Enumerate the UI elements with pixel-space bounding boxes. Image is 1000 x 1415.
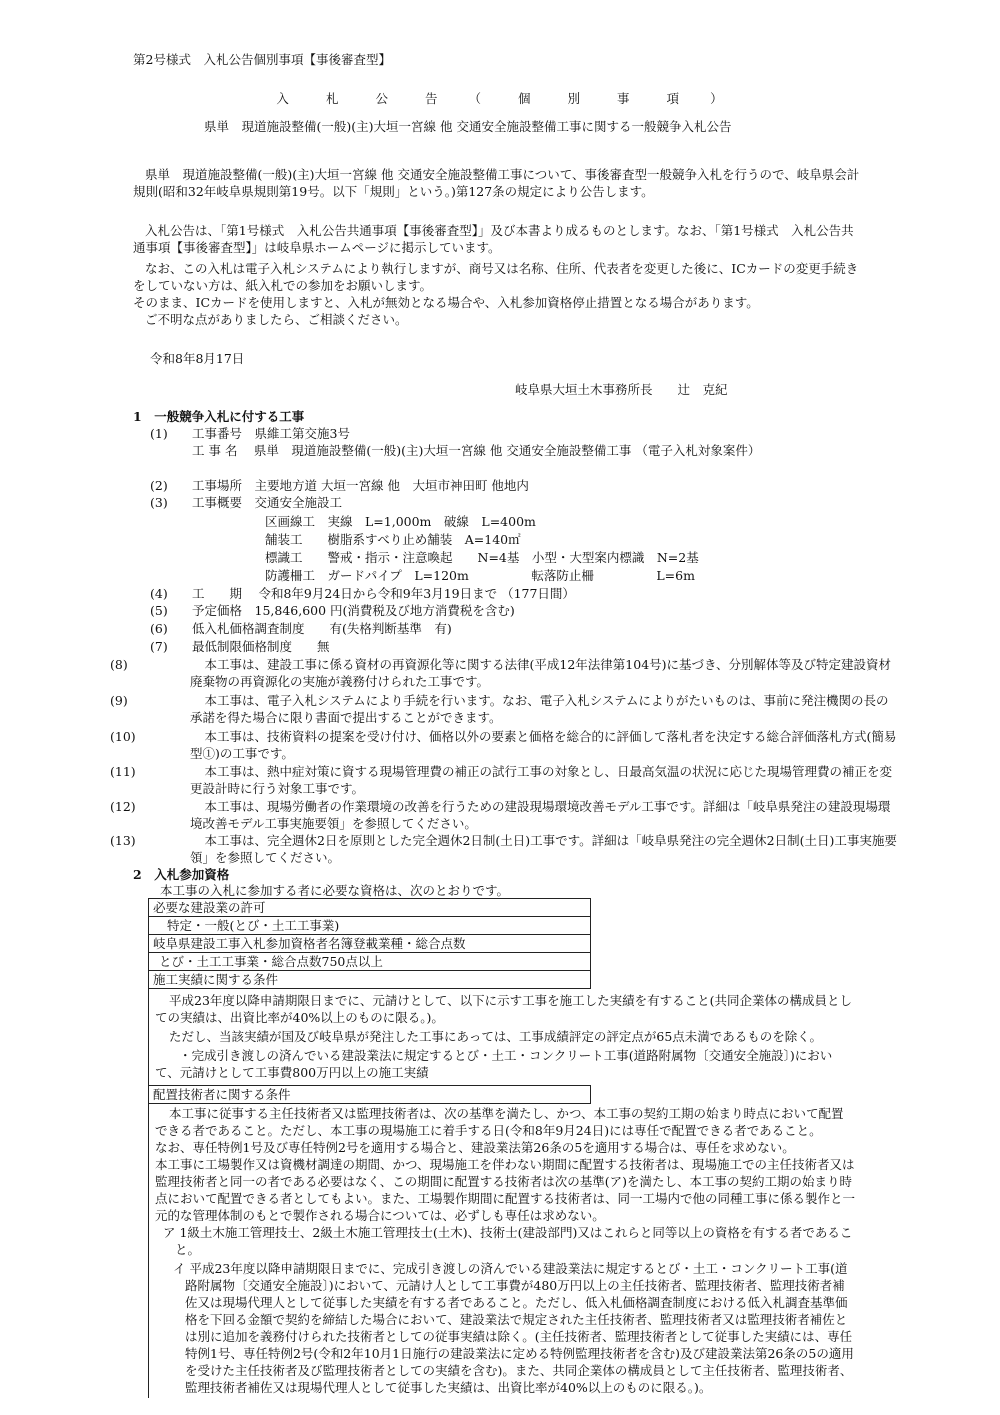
section-2-heading: 2 入札参加資格 xyxy=(133,867,230,882)
record-paragraph-1: 平成23年度以降申請期限日までに、元請けとして、以下に示す工事を施工した実績を有すること(共同企業体の構成員としての実績は、出資比率が40%以上のものに限る。)。 xyxy=(155,993,853,1025)
title-char: 個 xyxy=(518,91,532,106)
item-9: (9) 本工事は、電子入札システムにより手続を行います。なお、電子入札システムによりがたいものは、事前に発注機関の長の承諾を得た場合に限り書面で提出することができます。 xyxy=(110,693,889,725)
record-label: 施工実績に関する条件 xyxy=(148,970,591,989)
item-3: (3) 工事概要 交通安全施設工 xyxy=(150,495,343,510)
work-line-3: 標識工 警戒・指示・注意喚起 N=4基 小型・大型案内標識 N=2基 xyxy=(265,550,699,565)
work-line-2: 舗装工 樹脂系すべり止め舗装 A=140㎡ xyxy=(265,532,521,547)
intro-paragraph: 県単 現道施設整備(一般)(主)大垣一宮線 他 交通安全施設整備工事について、事後審査型一般競争入札を行うので、岐阜県会計規則(昭和32年岐阜県規則第19号。以下「規則」という。)第127条の規定により公告します。 xyxy=(133,167,860,199)
record-paragraph-3: ・完成引き渡しの済んでいる建設業法に規定するとび・土工・コンクリート工事(道路附属物〔交通安全施設〕)において、元請けとして工事費800万円以上の施工実績 xyxy=(155,1048,833,1080)
registry-label: 岐阜県建設工事入札参加資格者名簿登載業種・総合点数 xyxy=(148,934,591,953)
section-2-lead: 本工事の入札に参加する者に必要な資格は、次のとおりです。 xyxy=(160,883,510,898)
item-5: (5) 予定価格 15,846,600 円(消費税及び地方消費税を含む) xyxy=(150,603,515,618)
title-char: （ xyxy=(468,91,482,106)
title-char: 項 xyxy=(666,91,681,106)
work-line-4: 防護柵工 ガードパイプ L=120m 転落防止柵 L=6m xyxy=(265,568,695,583)
engineer-clause-i: イ 平成23年度以降申請期限日までに、完成引き渡しの済んでいる建設業法に規定するとび・土工・コンクリート工事(道路附属物〔交通安全施設〕)において、元請け人として工事費が480万円以上の主任技術者、監理技術者、監理技術者補佐又は現場代理人として従事した実績を有する者であること。ただし、低入札価格調査制度における低入札調査基準価格を下回る金額で契約を締結した場合において、建設業法で規定された主任技術者、監理技術者又は監理技術者補佐とは別に追加を義務付けられた技術者としての従事実績は除く。(主任技術者、監理技術者として従事した実績には、専任特例1号、専任特例2号(令和2年10月1日施行の建設業法に定める特例監理技術者を含む)及び建設業法第26条の5の適用を受けた主任技術者及び監理技術者としての実績を含む)。また、共同企業体の構成員として主任技術者、監理技術者、監理技術者補佐又は現場代理人として従事した実績は、出資比率が40%以上のものに限る。)。 xyxy=(173,1261,854,1395)
section-1-heading: 1 一般競争入札に付する工事 xyxy=(133,409,305,424)
title-char: 札 xyxy=(325,91,340,106)
engineer-paragraph-3: 本工事に工場製作又は資機材調達の期間、かつ、現場施工を伴わない期間に配置する技術者は、現場施工での主任技術者又は監理技術者と同一の者である必要はなく、この期間に配置する技術者は次の基準(ア)を満たし、本工事の契約工期の始まり時点において配置できる者としてもよい。また、工場製作期間に配置する技術者は、同一工場内で他の同種工事に係る製作と一元的な管理体制のもとで製作される場合については、必ずしも専任は求めない。 xyxy=(155,1157,856,1223)
notice-2: なお、この入札は電子入札システムにより執行しますが、商号又は名称、住所、代表者を変更した後に、ICカードの変更手続きをしていない方は、紙入札での参加をお願いします。 xyxy=(133,261,859,293)
requirements-box xyxy=(148,898,861,1398)
item-8: (8) 本工事は、建設工事に係る資材の再資源化等に関する法律(平成12年法律第104号)に基づき、分別解体等及び特定建設資材廃棄物の再資源化の実施が義務付けられた工事です。 xyxy=(110,657,892,689)
notice-4: ご不明な点がありましたら、ご相談ください。 xyxy=(145,312,408,327)
item-13: (13) 本工事は、完全週休2日を原則とした完全週休2日制(土日)工事です。詳細は「岐阜県発注の完全週休2日制(土日)工事実施要領」を参照してください。 xyxy=(110,833,897,865)
item-11: (11) 本工事は、熱中症対策に資する現場管理費の補正の試行工事の対象とし、日最高気温の状況に応じた現場管理費の補正を変更設計時に行う対象工事です。 xyxy=(110,764,893,796)
notice-date: 令和8年8月17日 xyxy=(150,351,245,366)
item-1: (1) 工事番号 県維工第交施3号 xyxy=(150,426,350,441)
title-char: ） xyxy=(710,91,724,106)
item-6: (6) 低入札価格調査制度 有(失格判断基準 有) xyxy=(150,621,452,636)
notice-3: そのまま、ICカードを使用しますと、入札が無効となる場合や、入札参加資格停止措置となる場合があります。 xyxy=(133,295,759,310)
signer: 岐阜県大垣土木事務所長 辻 克紀 xyxy=(515,382,728,397)
notice-1: 入札公告は、「第1号様式 入札公告共通事項【事後審査型】」及び本書より成るものとします。なお、「第1号様式 入札公告共通事項【事後審査型】」は岐阜県ホームページに掲示しています。 xyxy=(133,223,854,255)
item-2: (2) 工事場所 主要地方道 大垣一宮線 他 大垣市神田町 他地内 xyxy=(150,478,529,493)
title-char: 別 xyxy=(567,91,582,106)
engineer-label: 配置技術者に関する条件 xyxy=(148,1085,591,1104)
license-value: 特定・一般(とび・土工工事業) xyxy=(148,916,591,935)
record-paragraph-2: ただし、当該実績が国及び岐阜県が発注した工事にあっては、工事成績評定の評定点が65点未満であるものを除く。 xyxy=(169,1029,823,1044)
subject: 県単 現道施設整備(一般)(主)大垣一宮線 他 交通安全施設整備工事に関する一般競争入札公告 xyxy=(204,119,732,134)
item-1-name: 工 事 名 県単 現道施設整備(一般)(主)大垣一宮線 他 交通安全施設整備工事 （電子入札対象案件） xyxy=(192,443,761,458)
license-label: 必要な建設業の許可 xyxy=(148,898,591,917)
registry-value: とび・土工工事業・総合点数750点以上 xyxy=(148,952,591,971)
page-title xyxy=(0,90,1000,107)
engineer-paragraph-1: 本工事に従事する主任技術者又は監理技術者は、次の基準を満たし、かつ、本工事の契約工期の始まり時点において配置できる者であること。ただし、本工事の現場施工に着手する日(令和8年9月24日)には専任で配置できる者であること。 xyxy=(155,1106,844,1138)
title-char: 公 xyxy=(375,91,389,106)
form-label: 第2号様式 入札公告個別事項【事後審査型】 xyxy=(133,52,391,67)
title-char: 事 xyxy=(617,91,631,106)
title-char: 入 xyxy=(276,91,290,106)
work-line-1: 区画線工 実線 L=1,000m 破線 L=400m xyxy=(265,514,536,529)
title-char: 告 xyxy=(424,91,439,106)
item-12: (12) 本工事は、現場労働者の作業環境の改善を行うための建設現場環境改善モデル工事です。詳細は「岐阜県発注の建設現場環境改善モデル工事実施要領」を参照してください。 xyxy=(110,799,891,831)
engineer-paragraph-2: なお、専任特例1号及び専任特例2号を適用する場合と、建設業法第26条の5を適用する場合は、専任を求めない。 xyxy=(155,1140,795,1155)
item-4: (4) 工 期 令和8年9月24日から令和9年3月19日まで （177日間） xyxy=(150,586,575,601)
item-7: (7) 最低制限価格制度 無 xyxy=(150,639,330,654)
item-10: (10) 本工事は、技術資料の提案を受け付け、価格以外の要素と価格を総合的に評価して落札者を決定する総合評価落札方式(簡易型①)の工事です。 xyxy=(110,729,897,761)
engineer-clause-a: ア 1級土木施工管理技士、2級土木施工管理技士(土木)、技術士(建設部門)又はこれらと同等以上の資格を有する者であること。 xyxy=(163,1225,853,1257)
